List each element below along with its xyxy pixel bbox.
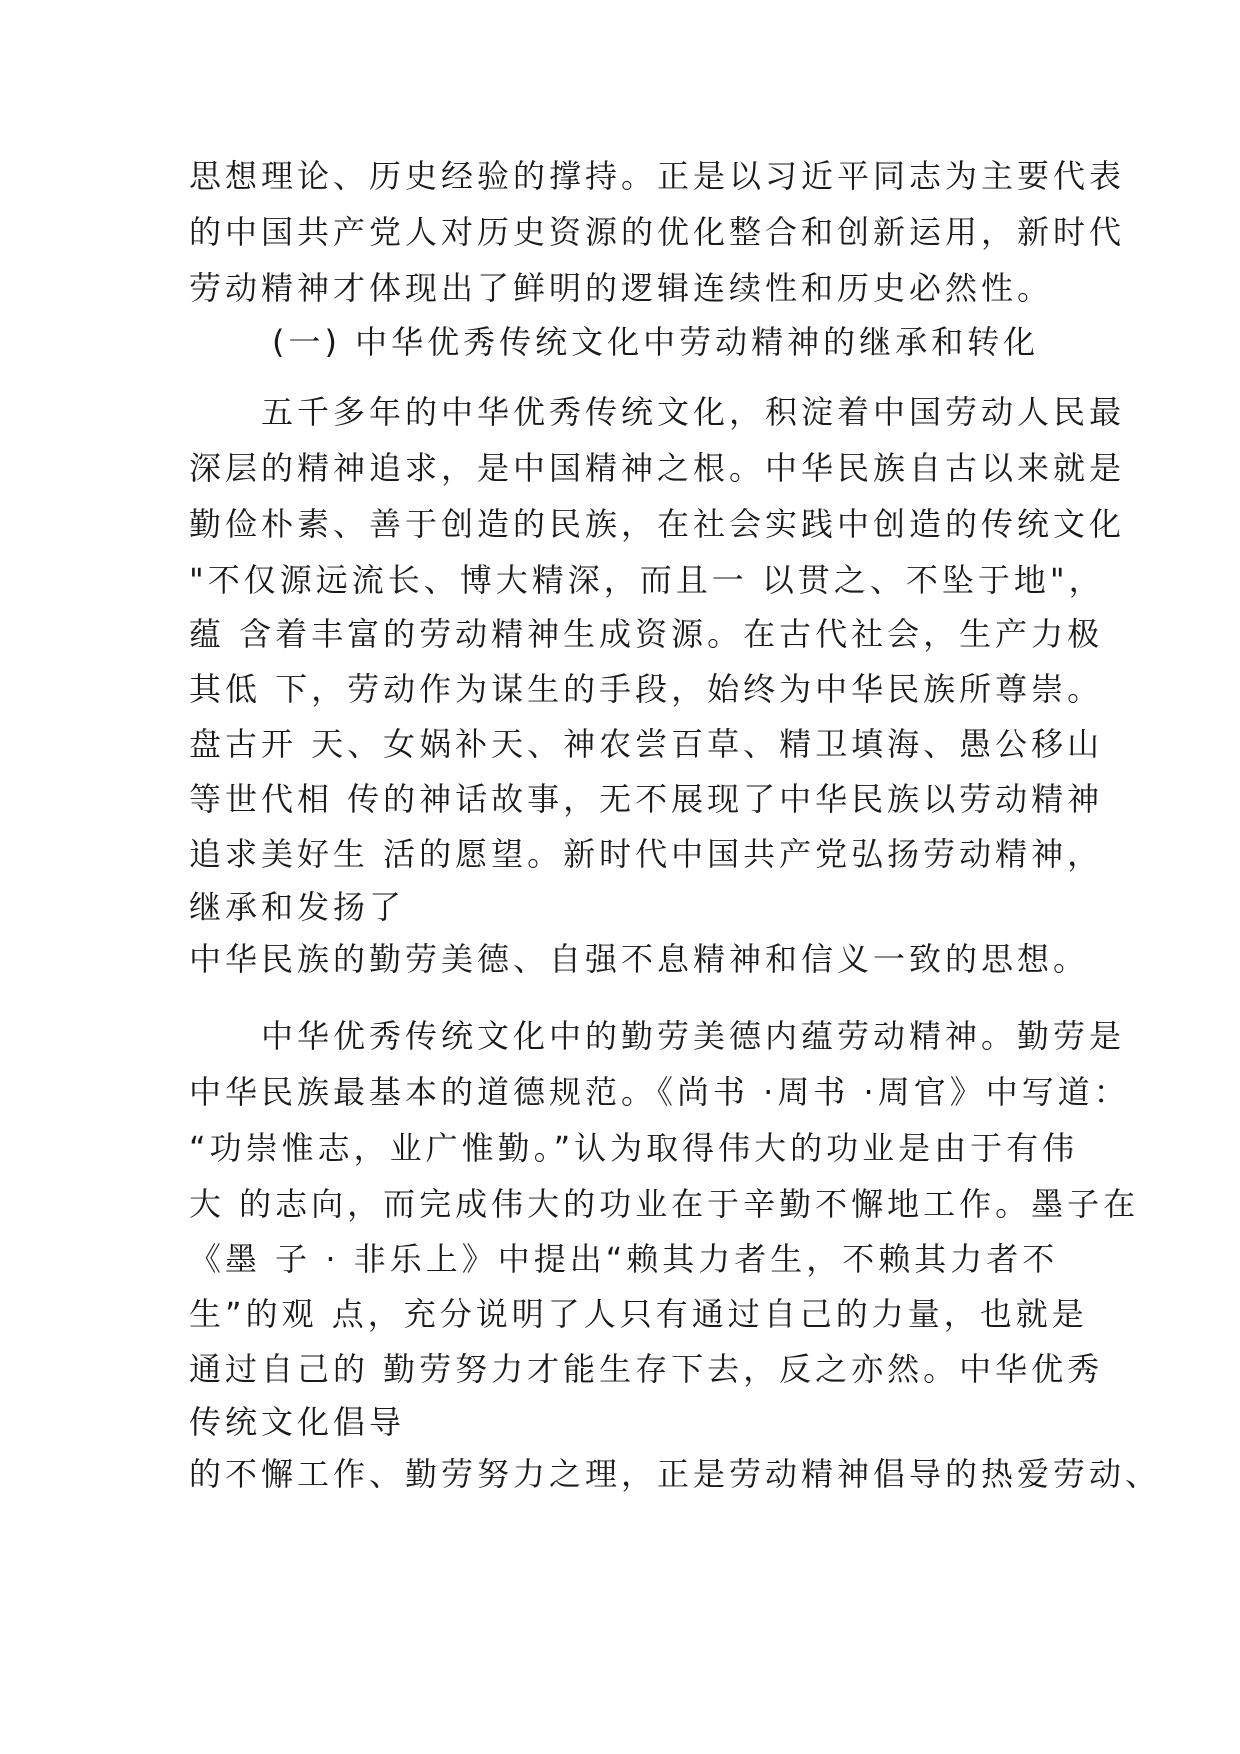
body-text-line: 等世代相 传的神话故事，无不展现了中华民族以劳动精神	[189, 780, 1104, 818]
body-text-line: 思想理论、历史经验的撑持。正是以习近平同志为主要代表	[189, 157, 1126, 195]
body-text-line: 的中国共产党人对历史资源的优化整合和创新运用，新时代	[189, 213, 1126, 251]
body-text-line: “功崇惟志，业广惟勤。”认为取得伟大的功业是由于有伟	[189, 1129, 1079, 1167]
body-text-line: 传统文化倡导	[189, 1403, 406, 1441]
body-text-line: 蕴 含着丰富的劳动精神生成资源。在古代社会，生产力极	[189, 615, 1104, 653]
body-text-line: "不仅源远流长、博大精深，而且一 以贯之、不坠于地"，	[189, 561, 1105, 599]
body-text-line: 中华优秀传统文化中的勤劳美德内蕴劳动精神。勤劳是	[189, 1017, 1126, 1055]
body-text-line: 深层的精神追求，是中国精神之根。中华民族自古以来就是	[189, 449, 1126, 487]
body-text-line: 的不懈工作、勤劳努力之理，正是劳动精神倡导的热爱劳动、	[189, 1455, 1162, 1493]
body-text-line: 追求美好生 活的愿望。新时代中国共产党弘扬劳动精神，	[189, 835, 1104, 873]
body-text-line: 勤俭朴素、善于创造的民族，在社会实践中创造的传统文化	[189, 505, 1126, 543]
body-text-line: 中华民族的勤劳美德、自强不息精神和信义一致的思想。	[189, 940, 1090, 978]
body-text-line: 中华民族最基本的道德规范。《尚书 ·周书 ·周官》中写道：	[189, 1073, 1130, 1111]
section-heading: (一) 中华优秀传统文化中劳动精神的继承和转化	[272, 323, 1040, 361]
body-text-line: 继承和发扬了	[189, 888, 406, 926]
body-text-line: 大 的志向，而完成伟大的功业在于辛勤不懈地工作。墨子在	[189, 1185, 1140, 1223]
body-text-line: 盘古开 天、女娲补天、神农尝百草、精卫填海、愚公移山	[189, 725, 1104, 763]
body-text-line: 通过自己的 勤劳努力才能生存下去，反之亦然。中华优秀	[189, 1350, 1104, 1388]
body-text-line: 《墨 子 · 非乐上》中提出“赖其力者生，不赖其力者不	[189, 1240, 1059, 1278]
body-text-line: 劳动精神才体现出了鲜明的逻辑连续性和历史必然性。	[189, 269, 1054, 307]
body-text-line: 其低 下，劳动作为谋生的手段，始终为中华民族所尊崇。	[189, 670, 1104, 708]
body-text-line: 生”的观 点，充分说明了人只有通过自己的力量，也就是	[189, 1295, 1088, 1333]
body-text-line: 五千多年的中华优秀传统文化，积淀着中国劳动人民最	[189, 393, 1126, 431]
